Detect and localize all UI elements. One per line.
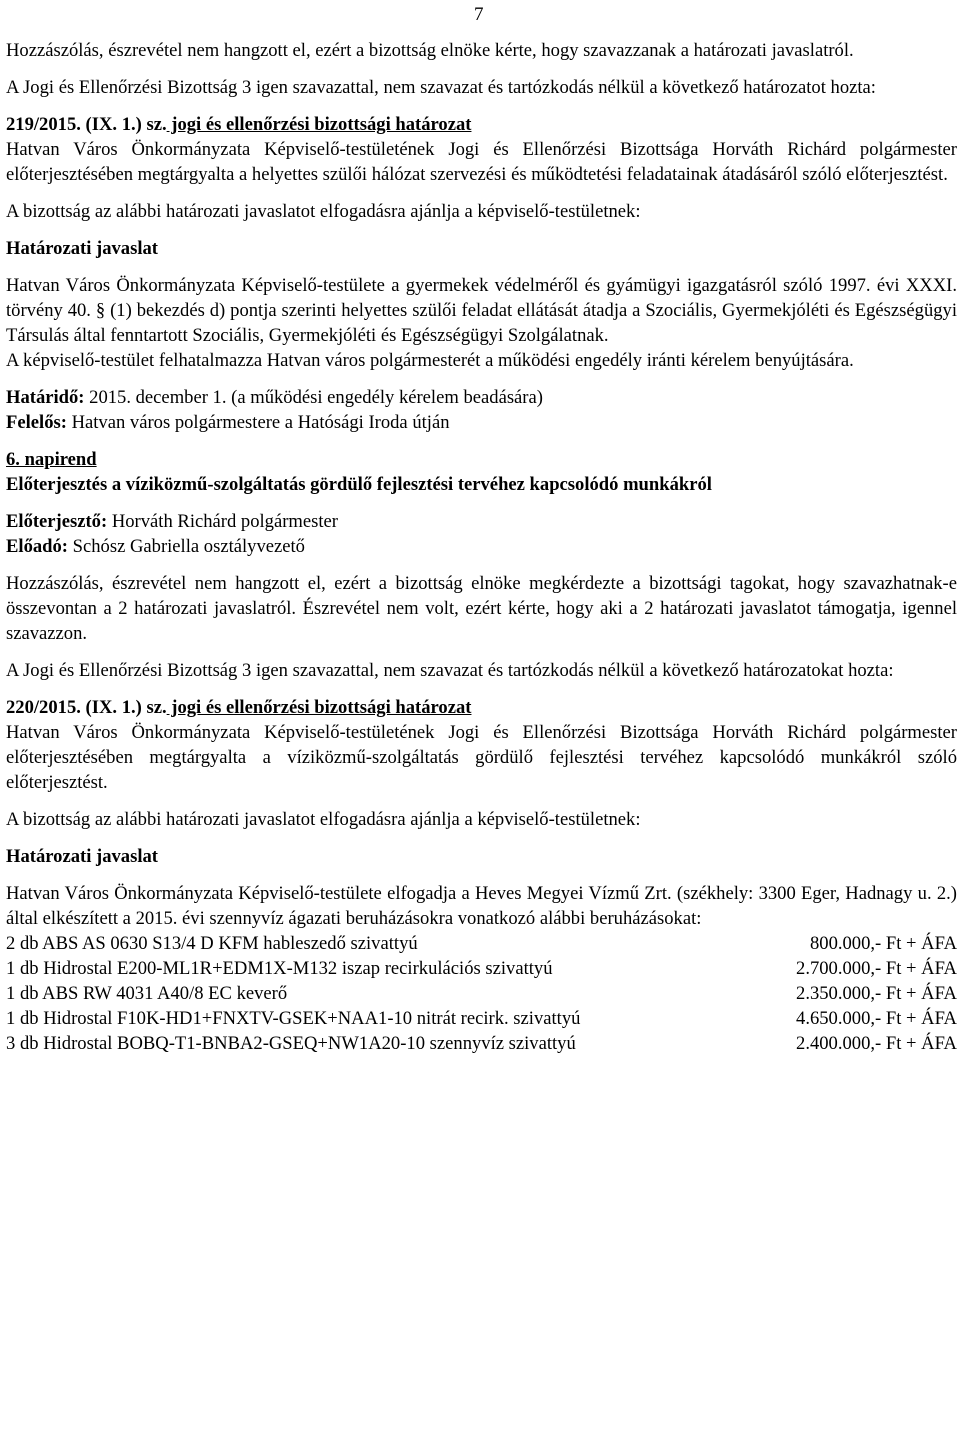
resolution-body: Hatvan Város Önkormányzata Képviselő-testületének Jogi és Ellenőrzési Bizottsága Horváth Richárd polgármester előterjesztésében megtárgyalta a helyettes szülői hálózat szervezési és működtetési feladatainak átadásáról szóló előterjesztést. bbox=[6, 139, 957, 185]
investment-item: 1 db Hidrostal F10K-HD1+FNXTV-GSEK+NAA1-10 nitrát recirk. szivattyú bbox=[6, 1008, 581, 1029]
investment-item: 1 db ABS RW 4031 A40/8 EC keverő bbox=[6, 983, 288, 1004]
deadline-value: 2015. december 1. (a működési engedély kérelem beadására) bbox=[84, 387, 543, 408]
investment-amount: 4.650.000,- Ft + ÁFA bbox=[796, 1008, 957, 1029]
resolution-number: 219/2015. (IX. 1.) sz. bbox=[6, 114, 167, 135]
proposal-text: Hatvan Város Önkormányzata Képviselő-testülete a gyermekek védelméről és gyámügyi igazgatásról szóló 1997. évi XXXI. törvény 40. § (1) bekezdés d) pontja szerinti helyettes szülői feladat ellátását átadja a Szociális, Gyermekjóléti és Egészségügyi Társulás által fenntartott Szociális, Gyermekjóléti és Egészségügyi Szolgálatnak. bbox=[6, 275, 957, 346]
investment-list bbox=[6, 931, 957, 1056]
authorization-text: A képviselő-testület felhatalmazza Hatvan város polgármesterét a működési engedély iránti kérelem benyújtására. bbox=[6, 350, 854, 371]
recommendation-text: A bizottság az alábbi határozati javaslatot elfogadásra ajánlja a képviselő-testületnek: bbox=[6, 201, 641, 222]
deadline-label: Határidő: bbox=[6, 387, 85, 408]
paragraph-vote-result-2: A Jogi és Ellenőrzési Bizottság 3 igen szavazattal, nem szavazat és tartózkodás nélkül a következő határozatokat hozta: bbox=[6, 660, 894, 681]
paragraph-no-comments: Hozzászólás, észrevétel nem hangzott el, ezért a bizottság elnöke kérte, hogy szavazzanak a határozati javaslatról. bbox=[6, 40, 854, 61]
resolution-heading bbox=[6, 112, 957, 137]
resolution-title-2: jogi és ellenőrzési bizottsági határozat bbox=[166, 697, 472, 718]
resolution-number-2: 220/2015. (IX. 1.) sz. bbox=[6, 697, 167, 718]
investment-amount: 2.350.000,- Ft + ÁFA bbox=[796, 983, 957, 1004]
presenter-label: Előterjesztő: bbox=[6, 511, 108, 532]
presenter-value: Horváth Richárd polgármester bbox=[107, 511, 338, 532]
agenda-number: 6. napirend bbox=[6, 449, 97, 470]
agenda-title: Előterjesztés a víziközmű-szolgáltatás gördülő fejlesztési tervéhez kapcsolódó munkákról bbox=[6, 474, 712, 495]
investment-row bbox=[6, 931, 957, 956]
speaker-value: Schósz Gabriella osztályvezető bbox=[68, 536, 305, 557]
investment-row bbox=[6, 956, 957, 981]
investment-amount: 2.700.000,- Ft + ÁFA bbox=[796, 958, 957, 979]
speaker-line bbox=[6, 534, 957, 559]
deadline-line bbox=[6, 385, 957, 410]
investment-amount: 2.400.000,- Ft + ÁFA bbox=[796, 1033, 957, 1054]
investment-item: 2 db ABS AS 0630 S13/4 D KFM hableszedő szivattyú bbox=[6, 933, 418, 954]
proposal-heading-2: Határozati javaslat bbox=[6, 846, 158, 867]
paragraph-vote-result: A Jogi és Ellenőrzési Bizottság 3 igen szavazattal, nem szavazat és tartózkodás nélkül a következő határozatot hozta: bbox=[6, 77, 876, 98]
responsible-value: Hatvan város polgármestere a Hatósági Iroda útján bbox=[66, 412, 450, 433]
investment-item: 1 db Hidrostal E200-ML1R+EDM1X-M132 iszap recirkulációs szivattyú bbox=[6, 958, 553, 979]
recommendation-text-2: A bizottság az alábbi határozati javaslatot elfogadásra ajánlja a képviselő-testületnek: bbox=[6, 809, 641, 830]
document-body bbox=[6, 38, 957, 1056]
presenter-line bbox=[6, 509, 957, 534]
page-number: 7 bbox=[474, 4, 484, 25]
investment-item: 3 db Hidrostal BOBQ-T1-BNBA2-GSEQ+NW1A20-10 szennyvíz szivattyú bbox=[6, 1033, 576, 1054]
responsible-line bbox=[6, 410, 957, 435]
resolution-heading-2 bbox=[6, 695, 957, 720]
resolution-title: jogi és ellenőrzési bizottsági határozat bbox=[166, 114, 472, 135]
responsible-label: Felelős: bbox=[6, 412, 67, 433]
resolution-body-2: Hatvan Város Önkormányzata Képviselő-testületének Jogi és Ellenőrzési Bizottsága Horváth Richárd polgármester előterjesztésében megtárgyalta a víziközmű-szolgáltatás gördülő fejlesztési tervéhez kapcsolódó munkákról szóló előterjesztést. bbox=[6, 722, 957, 793]
investment-row bbox=[6, 1006, 957, 1031]
investment-row bbox=[6, 1031, 957, 1056]
investment-amount: 800.000,- Ft + ÁFA bbox=[809, 933, 957, 954]
speaker-label: Előadó: bbox=[6, 536, 68, 557]
paragraph-joint-vote: Hozzászólás, észrevétel nem hangzott el, ezért a bizottság elnöke megkérdezte a bizottsági tagokat, hogy szavazhatnak-e összevontan a 2 határozati javaslatról. Észrevétel nem volt, ezért kérte, hogy aki a 2 határozati javaslatot támogatja, igennel szavazzon. bbox=[6, 573, 957, 644]
investment-row bbox=[6, 981, 957, 1006]
proposal-text-2: Hatvan Város Önkormányzata Képviselő-testülete elfogadja a Heves Megyei Vízmű Zrt. (székhely: 3300 Eger, Hadnagy u. 2.) által elkészített a 2015. évi szennyvíz ágazati beruházásokra vonatkozó alábbi beruházásokat: bbox=[6, 883, 957, 929]
proposal-heading: Határozati javaslat bbox=[6, 238, 158, 259]
